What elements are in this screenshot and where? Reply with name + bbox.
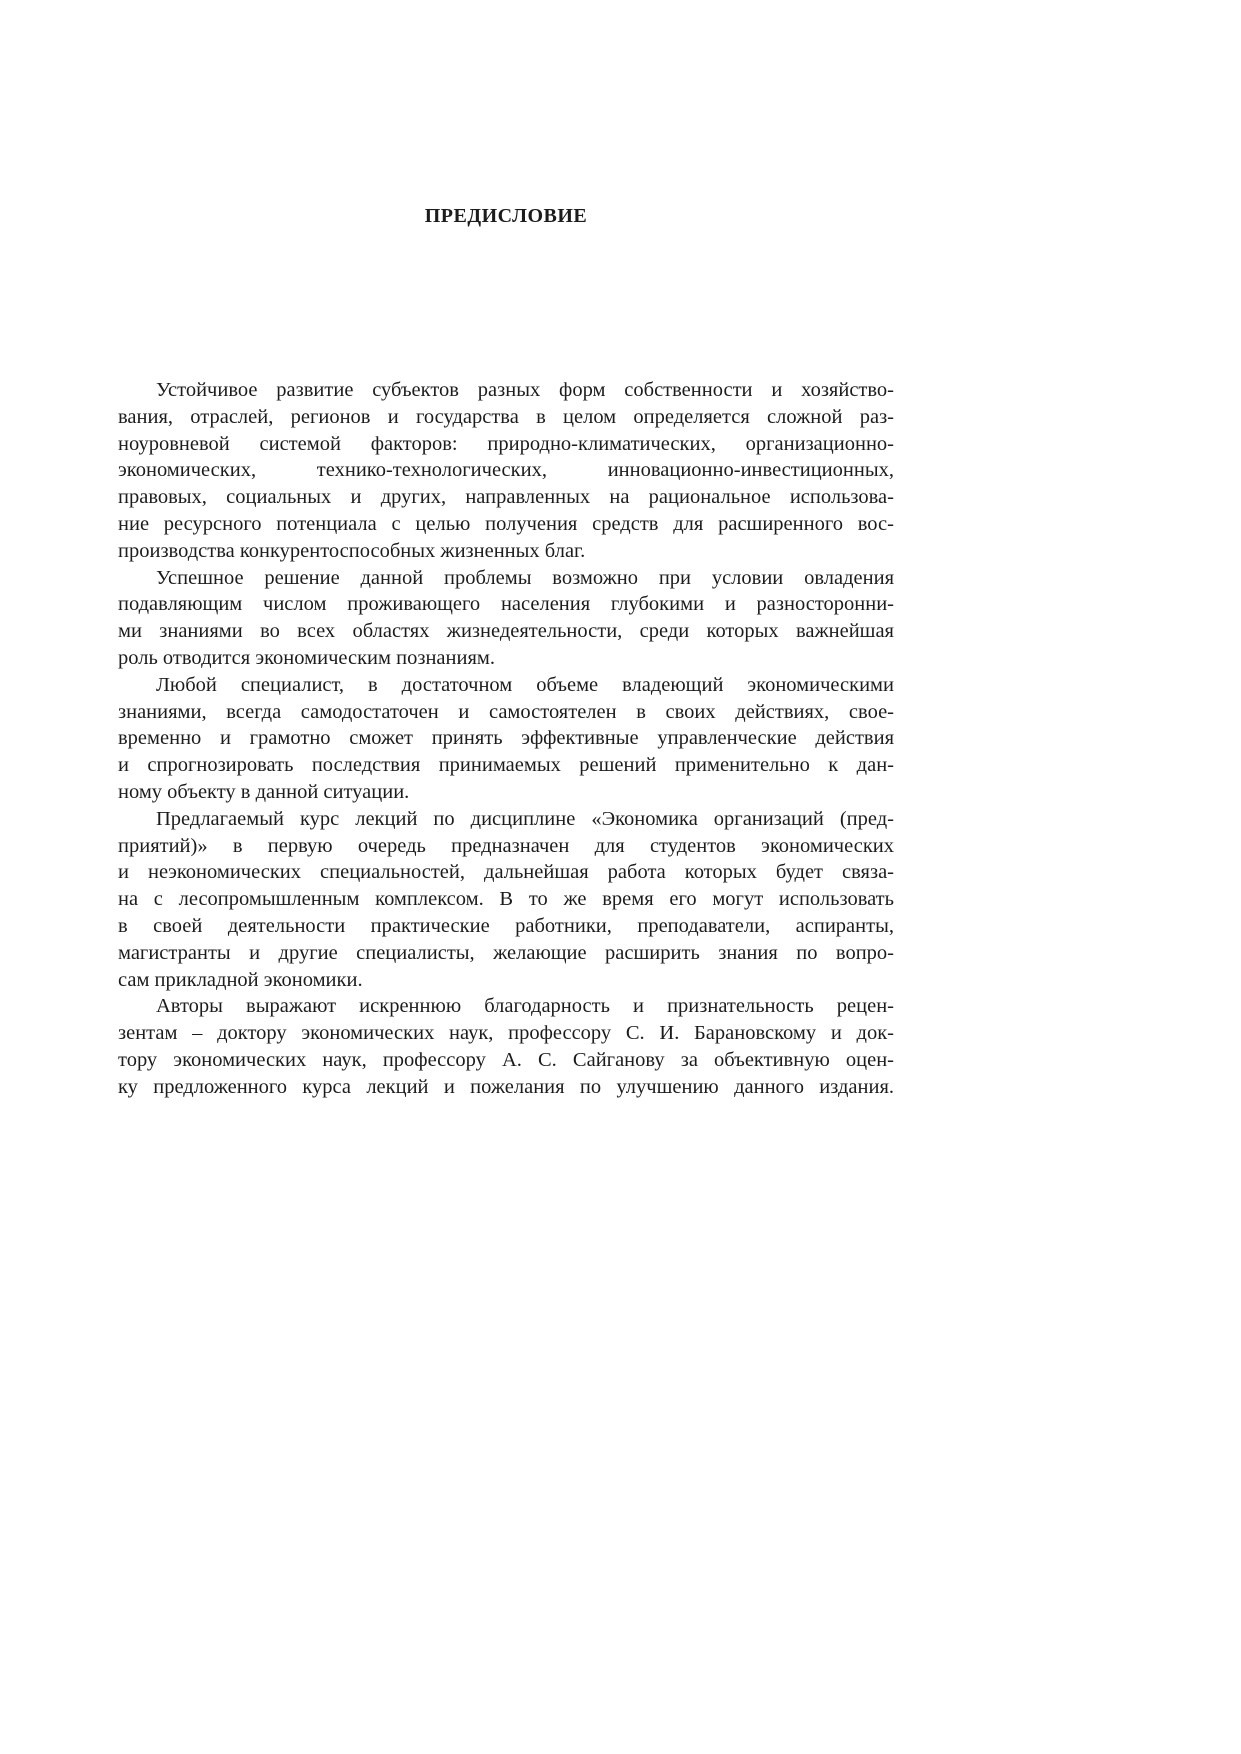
preface-body	[118, 377, 894, 1101]
paragraph-line: ноуровневой системой факторов: природно-климатических, организационно-	[118, 432, 894, 455]
paragraph-line: Авторы выражают искреннюю благодарность и признательность рецен-	[156, 995, 894, 1018]
paragraph-4	[118, 806, 894, 994]
paragraph-line: ку предложенного курса лекций и пожелания по улучшению данного издания.	[118, 1075, 894, 1098]
paragraph-line: ми знаниями во всех областях жизнедеятельности, среди которых важнейшая	[118, 620, 894, 643]
paragraph-line: знаниями, всегда самодостаточен и самостоятелен в своих действиях, свое-	[118, 700, 894, 723]
paragraph-line: Любой специалист, в достаточном объеме владеющий экономическими	[156, 673, 894, 696]
page-title: ПРЕДИСЛОВИЕ	[424, 205, 588, 227]
paragraph-5	[118, 993, 894, 1100]
paragraph-line: магистранты и другие специалисты, желающие расширить знания по вопро-	[118, 941, 894, 964]
paragraph-line: приятий)» в первую очередь предназначен для студентов экономических	[118, 834, 894, 857]
paragraph-line: и неэкономических специальностей, дальнейшая работа которых будет связа-	[118, 861, 894, 884]
paragraph-line: экономических, технико-технологических, инновационно-инвестиционных,	[118, 459, 894, 482]
paragraph-line: вания, отраслей, регионов и государства в целом определяется сложной раз-	[118, 405, 894, 428]
paragraph-line: правовых, социальных и других, направленных на рациональное использова-	[118, 486, 894, 509]
paragraph-line: производства конкурентоспособных жизненных благ.	[118, 539, 586, 562]
paragraph-line: Успешное решение данной проблемы возможно при условии овладения	[156, 566, 894, 589]
paragraph-line: и спрогнозировать последствия принимаемых решений применительно к дан-	[118, 754, 894, 777]
paragraph-3	[118, 672, 894, 806]
paragraph-line: роль отводится экономическим познаниям.	[118, 646, 495, 669]
paragraph-2	[118, 565, 894, 672]
paragraph-line: на с лесопромышленным комплексом. В то же время его могут использовать	[118, 888, 894, 911]
paragraph-line: Устойчивое развитие субъектов разных форм собственности и хозяйство-	[156, 379, 894, 401]
paragraph-line: Предлагаемый курс лекций по дисциплине «Экономика организаций (пред-	[156, 807, 894, 830]
paragraph-1	[118, 377, 894, 565]
paragraph-line: в своей деятельности практические работники, преподаватели, аспиранты,	[118, 914, 894, 937]
paragraph-line: тору экономических наук, профессору А. С. Сайганову за объективную оцен-	[118, 1048, 894, 1071]
paragraph-line: ние ресурсного потенциала с целью получения средств для расширенного вос-	[118, 512, 894, 535]
paragraph-line: временно и грамотно сможет принять эффективные управленческие действия	[118, 727, 894, 750]
paragraph-line: сам прикладной экономики.	[118, 968, 363, 991]
paragraph-line: зентам – доктору экономических наук, профессору С. И. Барановскому и док-	[118, 1022, 894, 1045]
paragraph-line: ному объекту в данной ситуации.	[118, 780, 410, 803]
paragraph-line: подавляющим числом проживающего населения глубокими и разносторонни-	[118, 593, 894, 616]
